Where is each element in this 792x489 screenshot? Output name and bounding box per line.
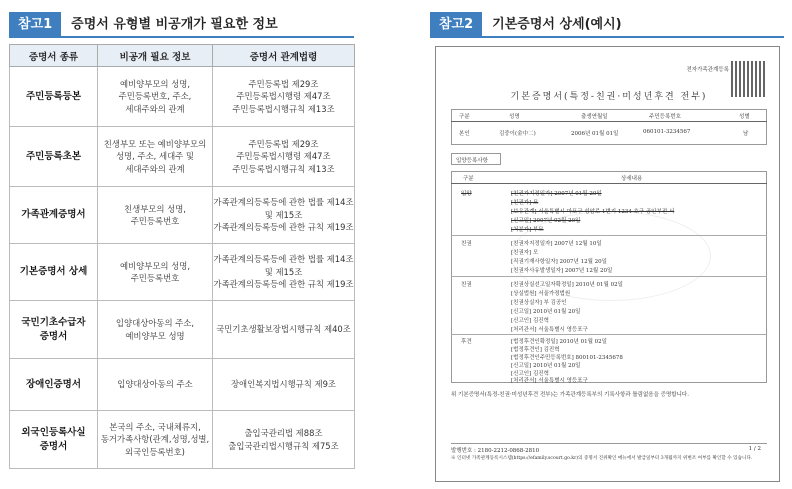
table-header-row xyxy=(10,45,355,67)
entry-line: [처분자] 부모 xyxy=(511,227,544,233)
reference-badge: 참고2 xyxy=(430,12,482,38)
entry-line: [친권자] 모 xyxy=(511,250,539,256)
head-col: 성별 xyxy=(739,114,750,120)
person-field: 060101-3234567 xyxy=(643,129,691,135)
private-info: 입양대상아동의 주소, 예비양부모 성명 xyxy=(98,301,213,359)
issue-number: 발행번호 : 2180-2212-0868-2810 xyxy=(451,448,540,454)
head-col: 성명 xyxy=(509,114,520,120)
certification-statement: 위 기본증명서(특정-친권·미성년후견 전부)는 가족관계등록부의 기록사항과 틀림없음을 증명합니다. xyxy=(451,392,689,398)
certificate-type: 가족관계증명서 xyxy=(10,187,98,244)
detail-col: 상세내용 xyxy=(621,176,643,182)
section-tag: 입양등록사항 xyxy=(456,158,488,164)
detail-col: 구분 xyxy=(463,176,474,182)
table-row xyxy=(10,411,355,469)
related-law: 국민기초생활보장법시행규칙 제40조 xyxy=(213,301,355,359)
related-law: 주민등록법 제29조 주민등록법시행령 제47조 주민등록법시행규칙 제13조 xyxy=(213,127,355,187)
column-header: 비공개 필요 정보 xyxy=(98,45,213,67)
panel-title: 증명서 유형별 비공개가 필요한 정보 xyxy=(61,12,354,38)
entry-type: 입양 xyxy=(461,191,472,197)
person-field: 2006년 01월 01일 xyxy=(571,131,619,137)
reference-badge: 참고1 xyxy=(9,12,61,38)
table-row xyxy=(10,244,355,301)
entry-line: [처리관서] 서울특별시 영등포구 xyxy=(511,327,588,333)
detail-table xyxy=(451,171,767,383)
entry-line: [상실법원] 서울가정법원 xyxy=(511,291,571,297)
entry-line: [직권기재사항일자] 2007년 12월 20일 xyxy=(511,259,607,265)
related-law: 장애인복지법시행규칙 제9조 xyxy=(213,359,355,411)
left-panel-header xyxy=(9,12,354,38)
private-info: 친생부모 또는 예비양부모의 성명, 주소, 세대주 및 세대주와의 관계 xyxy=(98,127,213,187)
certificate-type: 외국인등록사실 증명서 xyxy=(10,411,98,469)
table-row xyxy=(10,127,355,187)
entry-line: [법정후견인확정일] 2010년 01월 02일 xyxy=(511,339,607,345)
private-info: 예비양부모의 성명, 주민등록번호 xyxy=(98,244,213,301)
private-info: 본국의 주소, 국내체류지, 동거가족사항(관계,성명,성별, 외국인등록번호) xyxy=(98,411,213,469)
column-header: 증명서 종류 xyxy=(10,45,98,67)
table-row xyxy=(10,301,355,359)
verification-note: ※ 인터넷 가족관계등록시스템(https://efamily.scourt.go.kr)의 증명서 진위확인 메뉴에서 발급일부터 3개월까지 위변조 여부를 확인할 수 있습니다. xyxy=(451,456,753,461)
entry-line: [친권자지정일자] 2007년 01월 20일 xyxy=(511,191,602,197)
divider xyxy=(451,235,767,236)
divider xyxy=(451,183,767,184)
entry-line: [신고인] 김진혁 xyxy=(511,371,549,377)
document-title: 기본증명서(특정-친권·미성년후견 전부) xyxy=(510,92,708,102)
head-col: 구분 xyxy=(459,114,470,120)
person-field: 남 xyxy=(743,131,749,137)
entry-line: [친권자] 모 xyxy=(511,200,539,206)
entry-line: [신고일] 2010년 01월 20일 xyxy=(511,363,581,369)
certificate-type: 기본증명서 상세 xyxy=(10,244,98,301)
divider xyxy=(451,121,767,122)
certificate-type: 주민등록초본 xyxy=(10,127,98,187)
entry-type: 후견 xyxy=(461,339,472,345)
person-info-box xyxy=(451,109,767,145)
entry-type: 친권 xyxy=(461,282,472,288)
certificate-info-table xyxy=(9,44,355,469)
entry-line: [법정후견인] 김진혁 xyxy=(511,347,560,353)
head-col: 출생연월일 xyxy=(581,114,608,120)
head-col: 주민등록번호 xyxy=(649,114,681,120)
person-field: 김중이(金中二) xyxy=(499,131,536,137)
entry-line: [친권자사유발생일자] 2007년 12월 20일 xyxy=(511,268,613,274)
right-panel-header xyxy=(430,12,784,38)
entry-line: [보유관계] 서울특별시 마포구 성암로 1번지 1234 호구 공안부전 서 xyxy=(511,209,675,215)
private-info: 예비양부모의 성명, 주민등록번호, 주소, 세대주와의 관계 xyxy=(98,67,213,127)
entry-line: [친권자지정일자] 2007년 12월 10일 xyxy=(511,241,602,247)
private-info: 친생부모의 성명, 주민등록번호 xyxy=(98,187,213,244)
entry-line: [신고일] 2007년 02월 20일 xyxy=(511,218,581,224)
page-number: 1 / 2 xyxy=(748,446,761,452)
related-law: 가족관계의등록등에 관한 법률 제14조 및 제15조 가족관계의등록등에 관한 규칙 제19조 xyxy=(213,244,355,301)
table-row xyxy=(10,187,355,244)
related-law: 주민등록법 제29조 주민등록법시행령 제47조 주민등록법시행규칙 제13조 xyxy=(213,67,355,127)
private-info: 입양대상아동의 주소 xyxy=(98,359,213,411)
divider xyxy=(451,276,767,277)
entry-line: [친권상실자] 부 김공인 xyxy=(511,300,567,306)
related-law: 출입국관리법 제88조 출입국관리법시행규칙 제75조 xyxy=(213,411,355,469)
entry-type: 친권 xyxy=(461,241,472,247)
entry-line: [처리관서] 서울특별시 영등포구 xyxy=(511,378,588,384)
entry-line: [친권상실선고일자확정일] 2010년 01월 02일 xyxy=(511,282,623,288)
divider xyxy=(451,334,767,335)
certificate-type: 장애인증명서 xyxy=(10,359,98,411)
table-row xyxy=(10,67,355,127)
panel-title: 기본증명서 상세(예시) xyxy=(482,12,784,38)
certificate-document xyxy=(451,61,767,471)
table-row xyxy=(10,359,355,411)
certificate-type: 주민등록등본 xyxy=(10,67,98,127)
certificate-sample-image xyxy=(435,46,780,482)
qr-caption: 전자가족관계등록 xyxy=(686,67,729,73)
entry-line: [법정후견인주민등록번호] 800101-2345678 xyxy=(511,355,623,361)
entry-line: [신고인] 김진혁 xyxy=(511,318,549,324)
entry-line: [신고일] 2010년 01월 20일 xyxy=(511,309,581,315)
divider xyxy=(451,443,767,444)
related-law: 가족관계의등록등에 관한 법률 제14조 및 제15조 가족관계의등록등에 관한 규칙 제19조 xyxy=(213,187,355,244)
certificate-type: 국민기초수급자 증명서 xyxy=(10,301,98,359)
column-header: 증명서 관계법령 xyxy=(213,45,355,67)
person-field: 본인 xyxy=(459,131,470,137)
